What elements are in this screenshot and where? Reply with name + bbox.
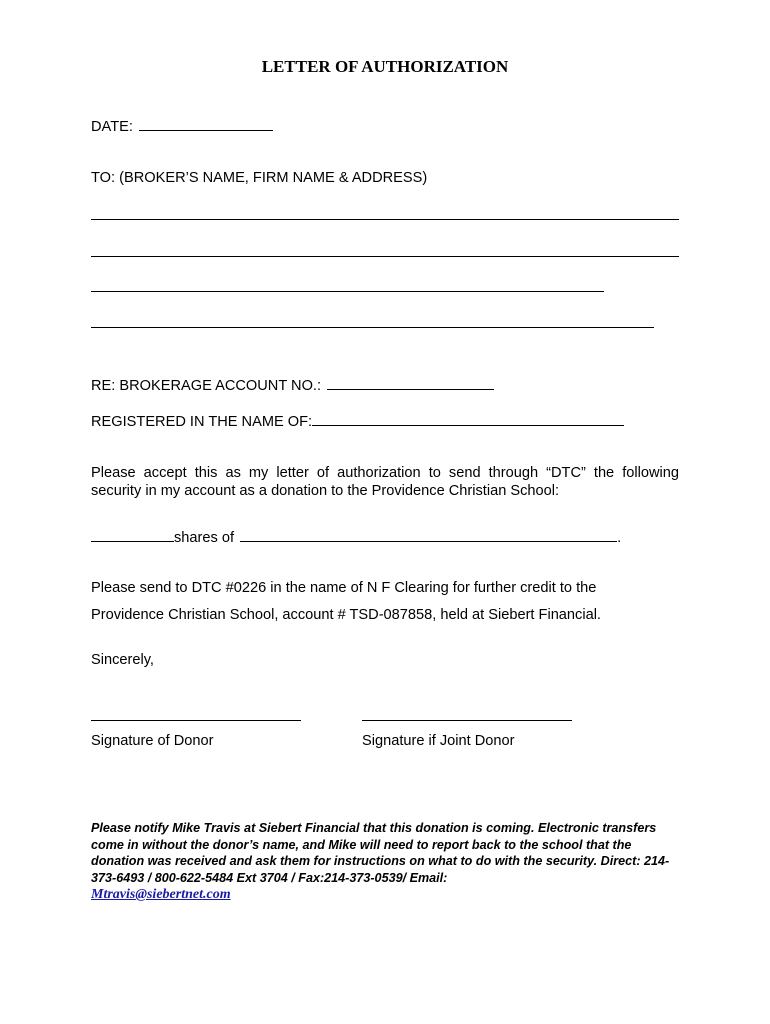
broker-address-line-3[interactable] bbox=[91, 291, 604, 292]
closing: Sincerely, bbox=[91, 652, 154, 668]
shares-quantity-field[interactable] bbox=[91, 527, 174, 542]
notification-notice bbox=[91, 820, 681, 904]
date-line bbox=[91, 116, 273, 136]
broker-address-line-1[interactable] bbox=[91, 219, 679, 220]
notice-text: Please notify Mike Travis at Siebert Financial that this donation is coming. Electronic transfers come in without the donor’s name, and Mike will need to report back to the school that the donation was received and ask them for instructions on what to do with the security. Direct: 214-373-6493 / 800-622-5484 Ext 3704 / Fax:214-373-0539/ Email: bbox=[91, 821, 670, 885]
donor-signature-label: Signature of Donor bbox=[91, 733, 214, 749]
account-number-label: RE: BROKERAGE ACCOUNT NO.: bbox=[91, 378, 322, 394]
donor-signature-line[interactable] bbox=[91, 720, 301, 721]
date-label: DATE: bbox=[91, 119, 133, 135]
shares-line-period: . bbox=[617, 530, 622, 546]
joint-donor-signature-label: Signature if Joint Donor bbox=[362, 733, 515, 749]
account-number-line bbox=[91, 375, 494, 395]
to-label: TO: (BROKER’S NAME, FIRM NAME & ADDRESS) bbox=[91, 170, 428, 186]
registered-name-label: REGISTERED IN THE NAME OF: bbox=[91, 414, 313, 430]
send-instructions-line-1: Please send to DTC #0226 in the name of N F Clearing for further credit to the bbox=[91, 580, 597, 596]
broker-address-line-2[interactable] bbox=[91, 256, 679, 257]
account-number-field[interactable] bbox=[327, 375, 494, 390]
registered-name-line bbox=[91, 411, 624, 431]
shares-of-label: shares of bbox=[174, 530, 235, 546]
authorization-paragraph: Please accept this as my letter of authorization to send through “DTC” the following security in my account as a donation to the Providence Christian School: bbox=[91, 465, 679, 499]
joint-donor-signature-line[interactable] bbox=[362, 720, 572, 721]
date-field[interactable] bbox=[139, 116, 273, 131]
email-link[interactable]: Mtravis@siebertnet.com bbox=[91, 887, 231, 902]
broker-address-line-4[interactable] bbox=[91, 327, 654, 328]
security-name-field[interactable] bbox=[240, 527, 617, 542]
registered-name-field[interactable] bbox=[312, 411, 624, 426]
shares-line bbox=[91, 527, 621, 547]
page-title: LETTER OF AUTHORIZATION bbox=[261, 57, 509, 76]
send-instructions-line-2: Providence Christian School, account # TSD-087858, held at Siebert Financial. bbox=[91, 607, 601, 623]
